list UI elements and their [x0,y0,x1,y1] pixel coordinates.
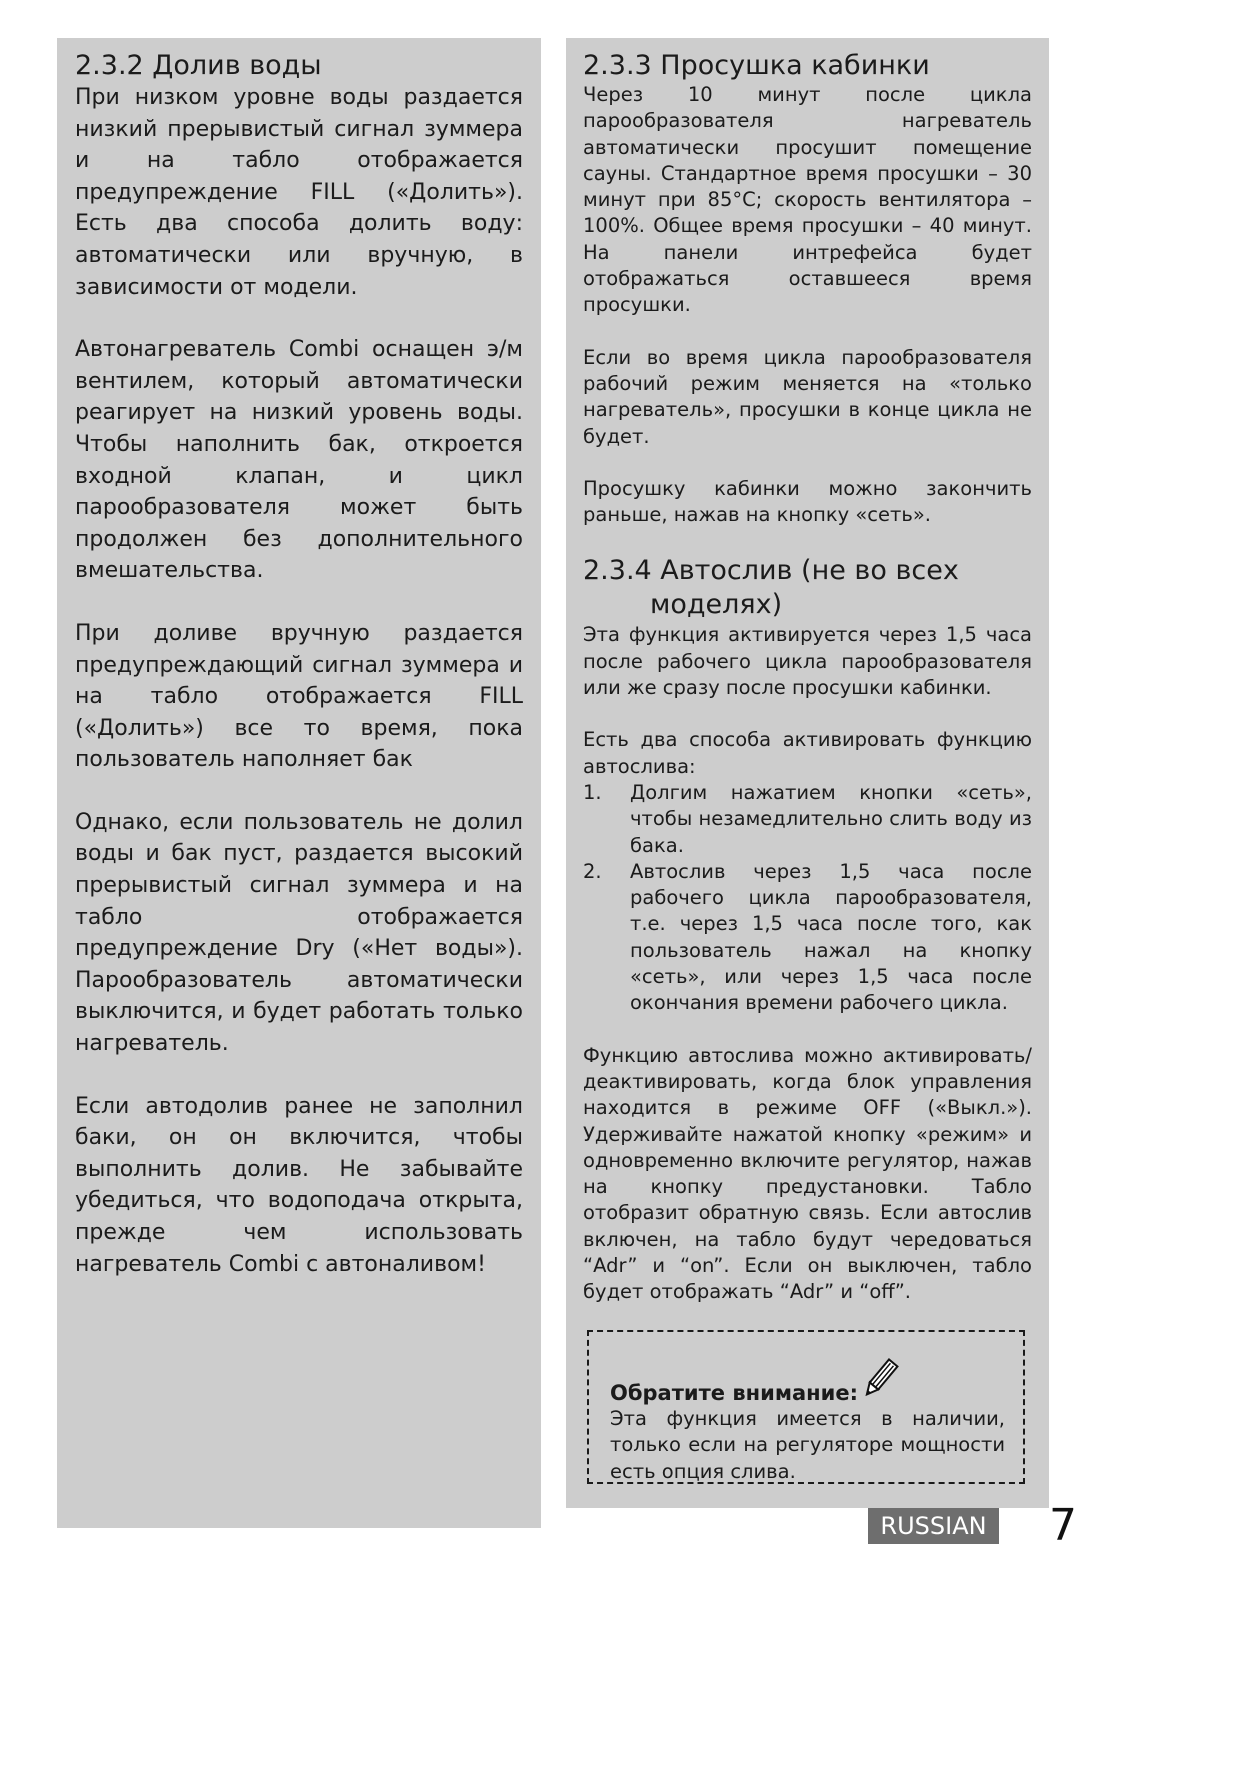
paragraph: Однако, если пользователь не долил воды и бак пуст, раздается высокий прерывистый сигнал зуммера и на табло отображается предупреждение Dry («Нет воды»). Парообразователь автоматически выключится, и будет работать только нагреватель. [75,809,523,1057]
section-heading-2-3-2: 2.3.2 Долив воды [75,50,322,81]
page-number: 7 [1049,1500,1077,1551]
right-column [566,38,1049,1508]
list-item-number: 1. [583,780,602,804]
pencil-icon [861,1356,899,1406]
list-item [583,780,1032,859]
note-text: Эта функция имеется в наличии, только если на регуляторе мощности есть опция слива. [610,1407,1005,1483]
language-badge: RUSSIAN [868,1508,999,1544]
paragraph: Есть два способа активировать функцию автослива: [583,728,1032,778]
heading-line-2: моделях) [650,589,783,621]
note-title-row [610,1356,1005,1406]
section-heading-2-3-3: 2.3.3 Просушка кабинки [583,50,930,81]
paragraph: Если во время цикла парообразователя рабочий режим меняется на «только нагреватель», просушки в конце цикла не будет. [583,345,1032,448]
paragraph: При низком уровне воды раздается низкий прерывистый сигнал зуммера и на табло отображается предупреждение FILL («Долить»). Есть два способа долить воду: автоматически или вручную, в зависимости от модели. [75,85,523,300]
section-heading-2-3-4 [583,554,1032,622]
paragraph: Эта функция активируется через 1,5 часа после рабочего цикла парообразователя или же сразу после просушки кабинки. [583,623,1032,700]
note-title: Обратите внимание: [610,1381,859,1405]
paragraph: Если автодолив ранее не заполнил баки, он он включится, чтобы выполнить долив. Не забывайте убедиться, что водоподача открыта, прежде чем использовать нагреватель Combi с автоналивом! [75,1093,523,1277]
list-item-text: Автослив через 1,5 часа после рабочего цикла парообразователя, т.е. через 1,5 часа после того, как пользователь нажал на кнопку «сеть», или через 1,5 часа после окончания времени рабочего цикла. [630,859,1032,1015]
list-item [583,859,1032,1017]
list-item-text: Долгим нажатием кнопки «сеть», чтобы незамедлительно слить воду из бака. [630,780,1032,857]
left-column [57,38,541,1528]
paragraph: Через 10 минут после цикла парообразователя нагреватель автоматически просушит помещение сауны. Стандартное время просушки – 30 минут при 85°C; скорость вентилятора – 100%. Общее время просушки – 40 минут. На панели интрефейса будет отображаться оставшееся время просушки. [583,83,1032,317]
paragraph: Автонагреватель Combi оснащен э/м вентилем, который автоматически реагирует на низкий уровень воды. Чтобы наполнить бак, откроется входной клапан, и цикл парообразователя может быть продолжен без дополнительного вмешательства. [75,337,523,584]
heading-line-1: 2.3.4 Автослив (не во всех [583,555,959,587]
note-box [587,1330,1025,1484]
list-item-number: 2. [583,859,602,883]
numbered-list [583,780,1032,1017]
paragraph: Функцию автослива можно активировать/ деактивировать, когда блок управления находится в режиме OFF («Выкл.»). Удерживайте нажатой кнопку «режим» и одновременно включите регулятор, нажав на кнопку предустановки. Табло отобразит обратную связь. Если автослив включен, на табло будут чередоваться “Adr” и “on”. Если он выключен, табло будет отображать “Adr” и “off”. [583,1043,1032,1304]
paragraph: При доливе вручную раздается предупреждающий сигнал зуммера и на табло отображается FILL («Долить») все то время, пока пользователь наполняет бак [75,620,523,773]
paragraph: Просушку кабинки можно закончить раньше, нажав на кнопку «сеть». [583,476,1032,527]
